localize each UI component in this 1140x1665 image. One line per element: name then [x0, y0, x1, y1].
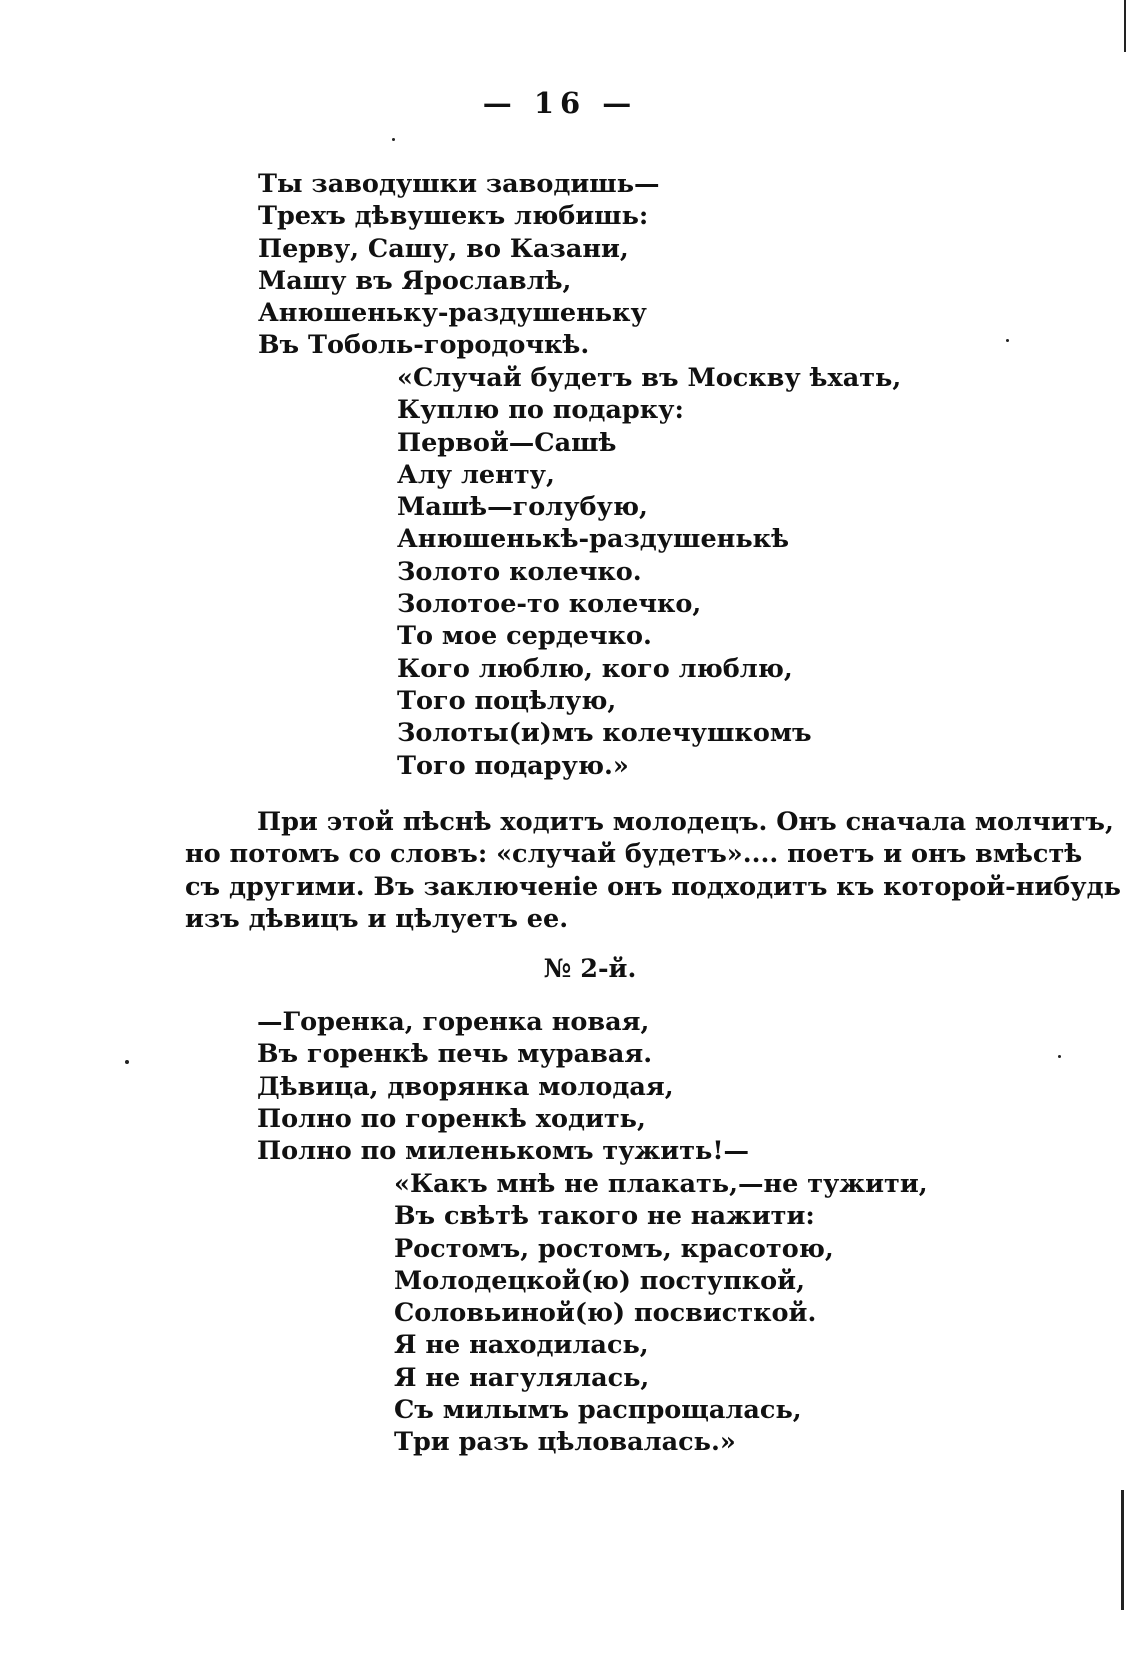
verse-line: Въ Тоболь-городочкѣ.: [258, 330, 590, 361]
verse-line: Я не нагулялась,: [394, 1362, 650, 1393]
verse-line: Дѣвица, дворянка молодая,: [257, 1071, 674, 1102]
page-number: — 16 —: [482, 86, 638, 120]
verse-line: Машѣ—голубую,: [397, 492, 648, 523]
verse-line: Полно по горенкѣ ходить,: [257, 1103, 646, 1134]
verse-line: —Горенка, горенка новая,: [257, 1007, 650, 1037]
verse-line: Золоты(и)мъ колечушкомъ: [397, 718, 812, 749]
verse-line: Машу въ Ярославлѣ,: [258, 265, 572, 296]
verse-stanza-3: [257, 1006, 749, 1167]
verse-line: Ты заводушки заводишь—: [258, 169, 660, 199]
prose-line: но потомъ со словъ: «случай будетъ».... поетъ и онъ вмѣстѣ: [185, 839, 1083, 870]
verse-line: Анюшенькѣ-раздушенькѣ: [397, 524, 790, 555]
verse-line: Полно по миленькомъ тужить!—: [257, 1136, 750, 1167]
verse-line: Того подарую.»: [397, 750, 629, 781]
verse-line: Золото колечко.: [397, 556, 642, 587]
verse-line: Три разъ цѣловалась.»: [394, 1427, 736, 1458]
scan-speck: [1058, 1055, 1061, 1058]
scan-speck: [125, 1060, 129, 1064]
verse-line: Кого люблю, кого люблю,: [397, 653, 793, 684]
verse-line: То мое сердечко.: [397, 621, 652, 652]
verse-line: Перву, Сашу, во Казани,: [258, 233, 629, 264]
prose-line: При этой пѣснѣ ходитъ молодецъ. Онъ сначала молчитъ,: [257, 807, 1114, 837]
scan-edge-mark: [1121, 1490, 1124, 1610]
verse-line: Въ свѣтѣ такого не нажити:: [394, 1201, 815, 1232]
prose-paragraph: [185, 806, 1121, 935]
verse-line: Того поцѣлую,: [397, 685, 617, 716]
verse-stanza-2: [397, 362, 901, 782]
verse-line: Алу ленту,: [397, 459, 555, 490]
section-heading: № 2-й.: [543, 954, 637, 984]
verse-line: «Какъ мнѣ не плакать,—не тужити,: [394, 1169, 928, 1199]
verse-line: Золотое-то колечко,: [397, 589, 702, 620]
verse-line: Въ горенкѣ печь муравая.: [257, 1039, 653, 1070]
prose-line: съ другими. Въ заключеніе онъ подходитъ къ которой-нибудь: [185, 871, 1121, 902]
verse-line: Я не находилась,: [394, 1330, 649, 1361]
verse-line: Молодецкой(ю) поступкой,: [394, 1265, 805, 1296]
prose-line: изъ дѣвицъ и цѣлуетъ ее.: [185, 903, 569, 934]
verse-line: Соловьиной(ю) посвисткой.: [394, 1298, 817, 1329]
verse-line: Съ милымъ распрощалась,: [394, 1395, 802, 1426]
verse-stanza-1: [258, 168, 660, 362]
verse-line: Анюшеньку-раздушеньку: [258, 298, 647, 329]
verse-line: Трехъ дѣвушекъ любишь:: [258, 201, 649, 232]
scan-speck: [1006, 339, 1009, 342]
verse-line: «Случай будетъ въ Москву ѣхать,: [397, 363, 902, 393]
verse-stanza-4: [394, 1168, 928, 1459]
verse-line: Ростомъ, ростомъ, красотою,: [394, 1233, 834, 1264]
verse-line: Первой—Сашѣ: [397, 427, 617, 458]
scan-edge-mark: [1124, 0, 1126, 52]
scan-speck: [392, 138, 395, 141]
verse-line: Куплю по подарку:: [397, 395, 684, 426]
